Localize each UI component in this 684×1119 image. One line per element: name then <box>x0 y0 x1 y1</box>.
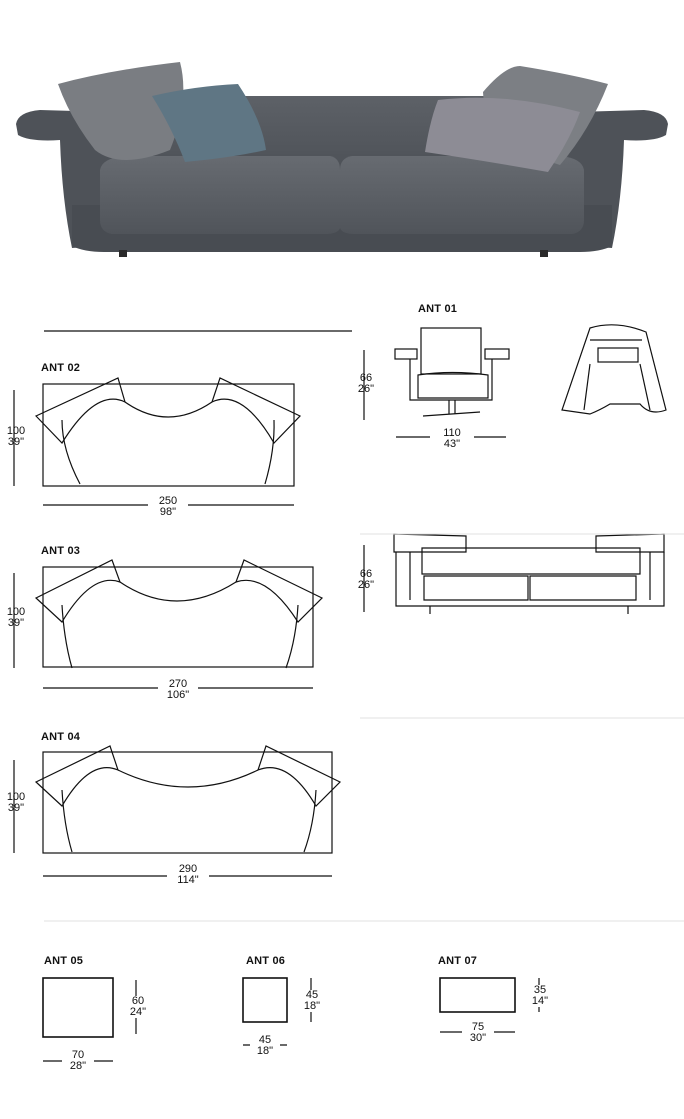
ant02-label: ANT 02 <box>41 362 81 374</box>
ant01-width-dimension <box>430 428 474 450</box>
ant04-depth-dimension <box>2 792 30 814</box>
ant07-width-cm: 75 <box>471 1021 485 1033</box>
sofa-front-height-in: 26" <box>357 579 375 591</box>
ant05-width-dimension <box>62 1050 94 1072</box>
ant05-height-dimension <box>124 996 152 1018</box>
ant07-width-dimension <box>462 1022 494 1044</box>
ant02-width-cm: 250 <box>158 495 178 507</box>
ant02-width-dimension <box>148 496 188 518</box>
ant04-width-dimension <box>167 864 209 886</box>
ant01-height-dimension <box>350 373 382 395</box>
ant05-width-in: 28" <box>69 1060 87 1072</box>
ant06-width-dimension <box>250 1035 280 1057</box>
ant02-depth-cm: 100 <box>6 425 26 437</box>
ant03-width-cm: 270 <box>168 678 188 690</box>
ant04-plan-drawing <box>14 746 340 876</box>
ant02-width-in: 98" <box>159 506 177 518</box>
ant06-height-cm: 45 <box>305 989 319 1001</box>
ant04-depth-cm: 100 <box>6 791 26 803</box>
ant04-depth-in: 39" <box>7 802 25 814</box>
ant01-front-drawing <box>364 328 509 437</box>
ant03-width-dimension <box>158 679 198 701</box>
ant04-width-in: 114" <box>177 874 199 886</box>
ant03-depth-dimension <box>2 607 30 629</box>
ant01-width-in: 43" <box>443 438 461 450</box>
ant01-height-cm: 66 <box>359 372 373 384</box>
sofa-front-height-cm: 66 <box>359 568 373 580</box>
ant01-label: ANT 01 <box>418 303 458 315</box>
ant04-width-cm: 290 <box>178 863 198 875</box>
ant03-depth-in: 39" <box>7 617 25 629</box>
ant05-height-cm: 60 <box>131 995 145 1007</box>
sofa-front-drawing <box>364 534 664 614</box>
ant06-height-dimension <box>298 990 326 1012</box>
ant03-width-in: 106" <box>166 689 190 701</box>
ant02-depth-in: 39" <box>7 436 25 448</box>
ant07-width-in: 30" <box>469 1032 487 1044</box>
ant03-depth-cm: 100 <box>6 606 26 618</box>
ant02-plan-drawing <box>14 378 300 505</box>
ant01-width-cm: 110 <box>443 427 461 439</box>
ant07-height-in: 14" <box>531 995 549 1007</box>
ant07-height-cm: 35 <box>533 984 547 996</box>
ant06-height-in: 18" <box>303 1000 321 1012</box>
ant02-depth-dimension <box>2 426 30 448</box>
ant05-label: ANT 05 <box>44 955 84 967</box>
ant03-label: ANT 03 <box>41 545 81 557</box>
sofa-front-height-dimension <box>350 569 382 591</box>
ant01-height-in: 26" <box>357 383 375 395</box>
ant06-width-in: 18" <box>256 1045 274 1057</box>
ant07-height-dimension <box>526 985 554 1007</box>
ant05-width-cm: 70 <box>71 1049 85 1061</box>
ant05-height-in: 24" <box>129 1006 147 1018</box>
ant03-plan-drawing <box>14 560 322 688</box>
ant01-side-drawing <box>562 325 666 414</box>
ant07-label: ANT 07 <box>438 955 478 967</box>
ant04-label: ANT 04 <box>41 731 81 743</box>
ant05-drawing <box>43 978 136 1061</box>
ant06-width-cm: 45 <box>258 1034 272 1046</box>
ant06-label: ANT 06 <box>246 955 286 967</box>
